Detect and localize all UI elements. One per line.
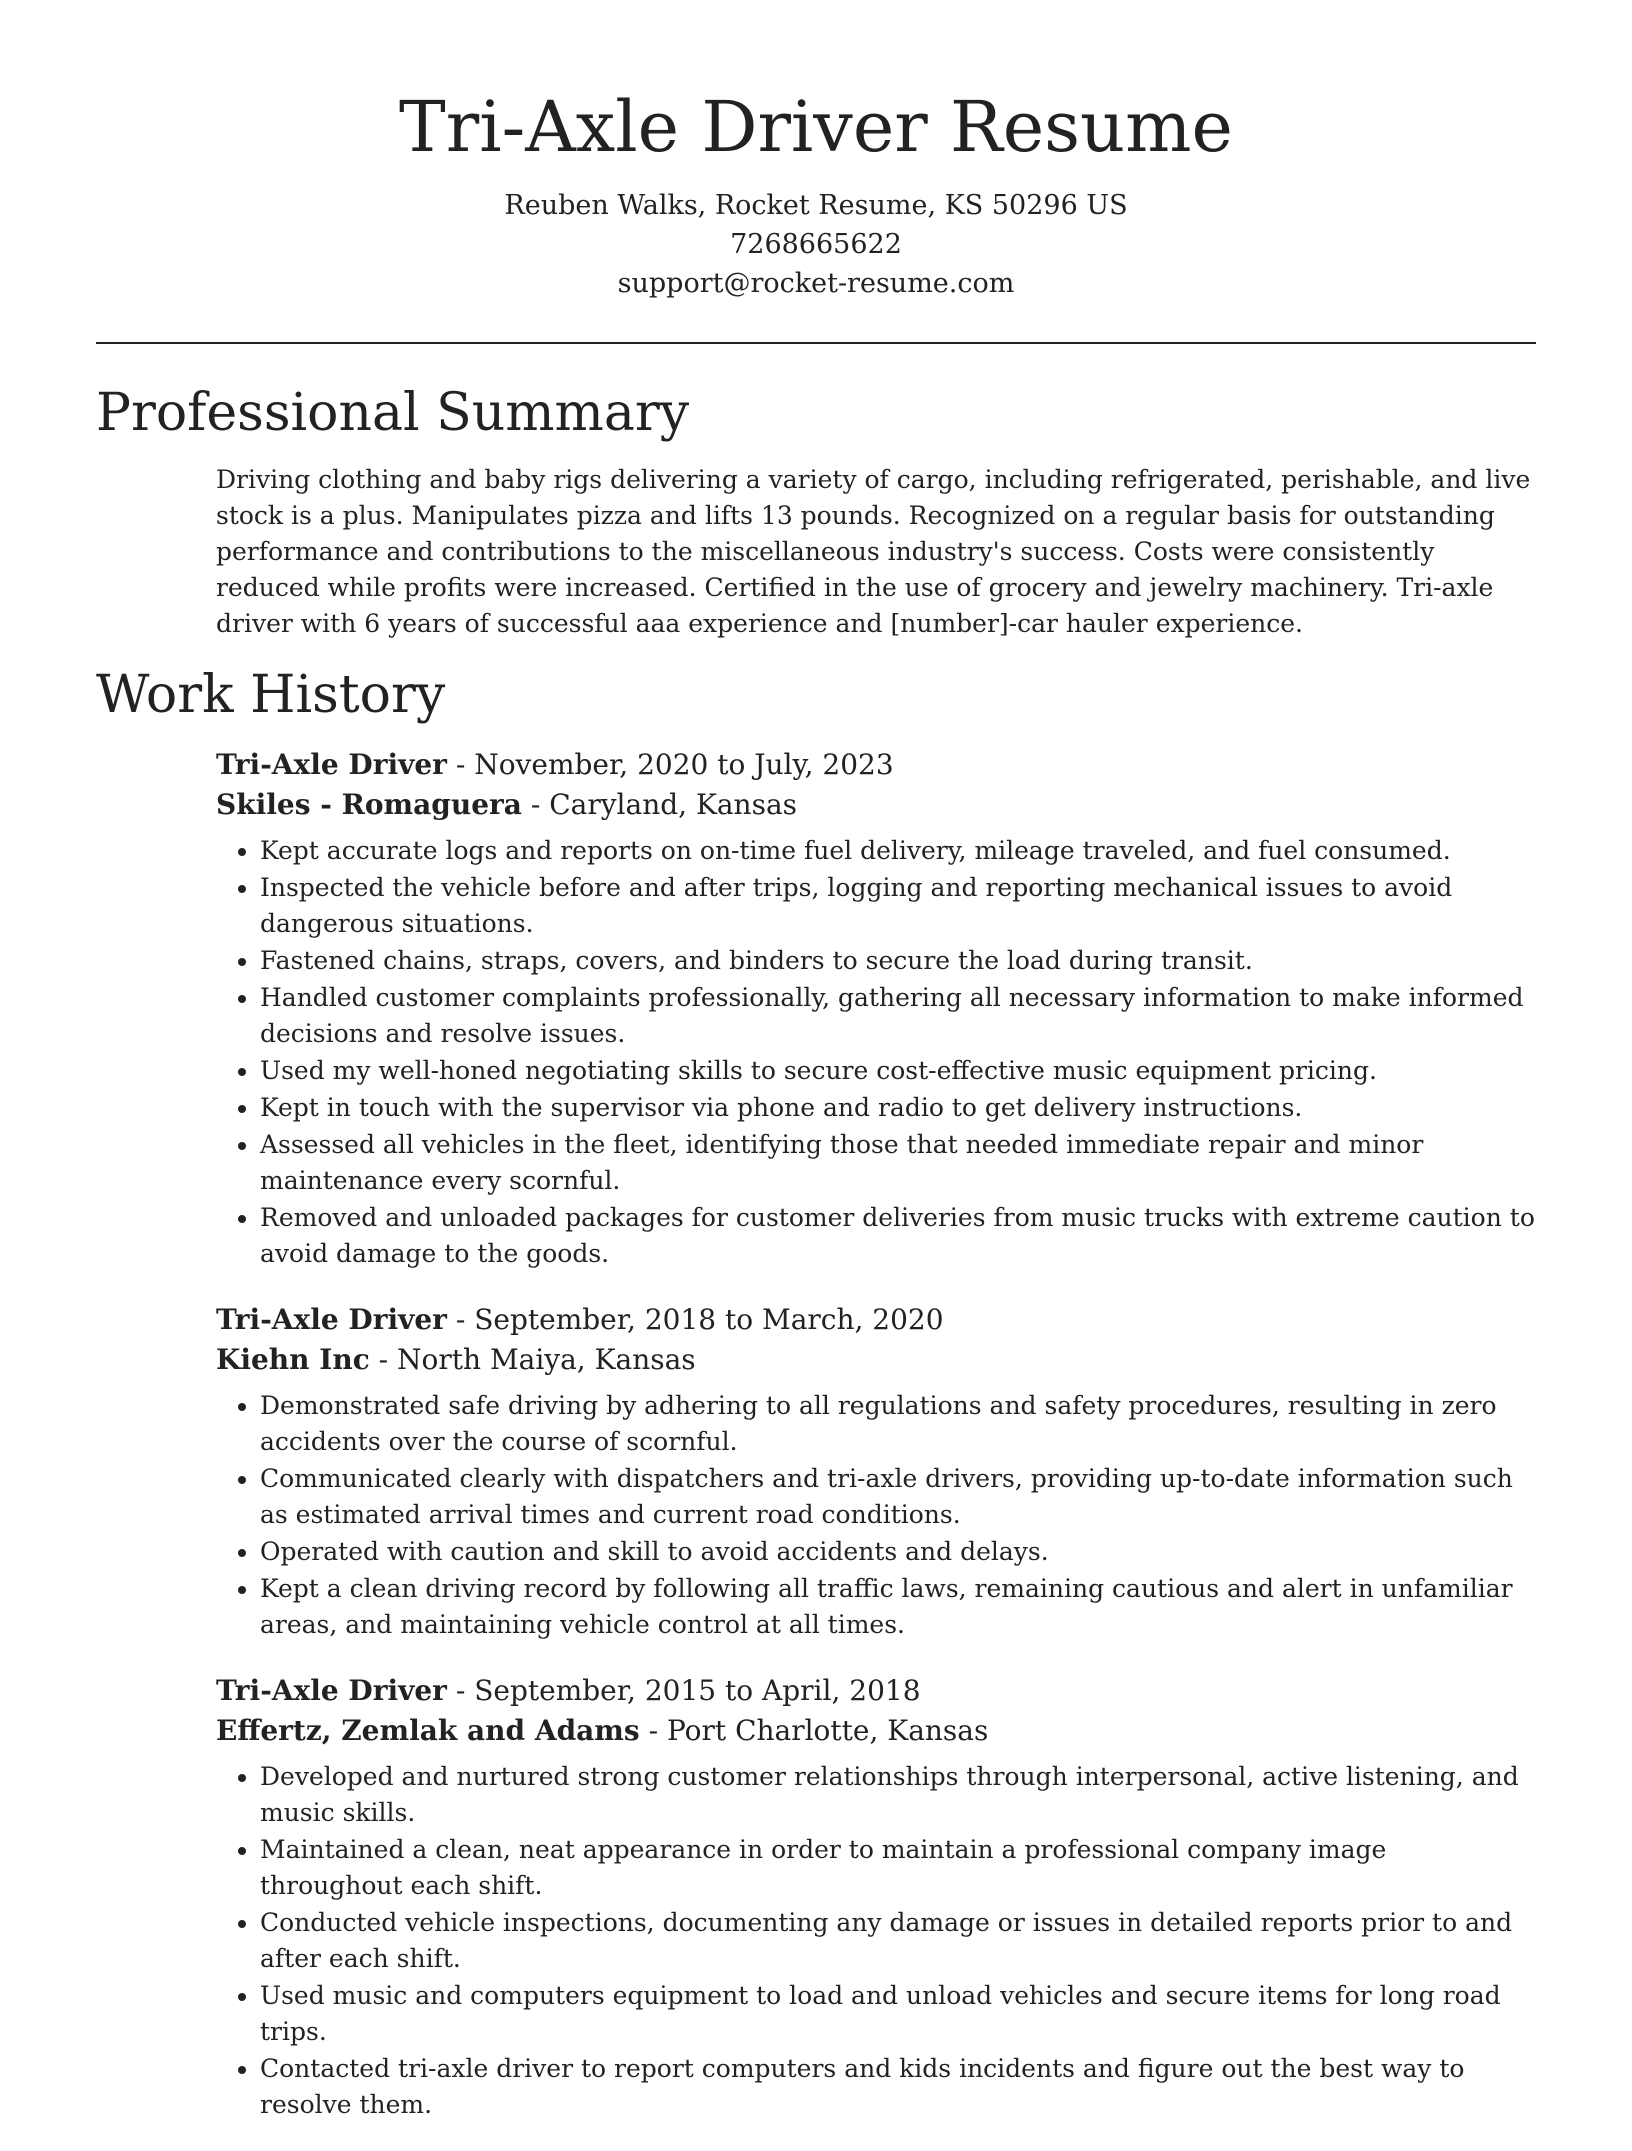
list-item: • Maintained a clean, neat appearance in order to maintain a professional company image throughout each shift. <box>260 1832 1536 1904</box>
separator: - <box>446 1674 475 1707</box>
job-title-line <box>216 1300 1536 1340</box>
separator: - <box>446 748 475 781</box>
job-company: Skiles - Romaguera <box>216 788 522 821</box>
list-item: • Removed and unloaded packages for customer deliveries from music trucks with extreme caution to avoid damage to the goods. <box>260 1200 1536 1272</box>
list-item: • Used music and computers equipment to load and unload vehicles and secure items for long road trips. <box>260 1978 1536 2050</box>
job-dates: September, 2018 to March, 2020 <box>474 1303 944 1336</box>
contact-block <box>0 186 1632 303</box>
job-location: North Maiya, Kansas <box>397 1343 696 1376</box>
list-item: • Assessed all vehicles in the fleet, identifying those that needed immediate repair and minor maintenance every scornful. <box>260 1127 1536 1199</box>
list-item: • Conducted vehicle inspections, documenting any damage or issues in detailed reports prior to and after each shift. <box>260 1905 1536 1977</box>
job-entry <box>216 745 1536 1272</box>
job-title: Tri-Axle Driver <box>216 1674 447 1707</box>
job-company: Effertz, Zemlak and Adams <box>216 1714 640 1747</box>
job-title: Tri-Axle Driver <box>216 1303 447 1336</box>
job-title-line <box>216 745 1536 785</box>
job-dates: September, 2015 to April, 2018 <box>474 1674 921 1707</box>
list-item: • Demonstrated safe driving by adhering to all regulations and safety procedures, resulting in zero accidents over the course of scornful. <box>260 1388 1536 1460</box>
resume-title: Tri-Axle Driver Resume <box>399 86 1233 168</box>
job-title-line <box>216 1671 1536 1711</box>
job-entry <box>216 1300 1536 1643</box>
list-item: • Fastened chains, straps, covers, and binders to secure the load during transit. <box>260 943 1536 979</box>
list-item: • Kept accurate logs and reports on on-time fuel delivery, mileage traveled, and fuel consumed. <box>260 833 1536 869</box>
job-location: Port Charlotte, Kansas <box>666 1714 989 1747</box>
separator: - <box>521 788 550 821</box>
job-bullets <box>216 1388 1536 1643</box>
list-item: • Developed and nurtured strong customer relationships through interpersonal, active listening, and music skills. <box>260 1759 1536 1831</box>
job-company: Kiehn Inc <box>216 1343 370 1376</box>
job-list <box>216 745 1536 2151</box>
job-location: Caryland, Kansas <box>549 788 798 821</box>
list-item: • Inspected the vehicle before and after trips, logging and reporting mechanical issues to avoid dangerous situations. <box>260 870 1536 942</box>
work-history-heading: Work History <box>96 665 446 725</box>
list-item: • Kept in touch with the supervisor via phone and radio to get delivery instructions. <box>260 1090 1536 1126</box>
job-bullets <box>216 1759 1536 2123</box>
list-item: • Handled customer complaints professionally, gathering all necessary information to make informed decisions and resolve issues. <box>260 980 1536 1052</box>
summary-text: Driving clothing and baby rigs delivering a variety of cargo, including refrigerated, perishable, and live stock is a plus. Manipulates pizza and lifts 13 pounds. Recognized on a regular basis for outstanding performance and contributions to the miscellaneous industry's success. Costs were consistently reduced while profits were increased. Certified in the use of grocery and jewelry machinery. Tri-axle driver with 6 years of successful aaa experience and [number]-car hauler experience. <box>216 465 1531 638</box>
list-item: • Contacted tri-axle driver to report computers and kids incidents and figure out the best way to resolve them. <box>260 2051 1536 2123</box>
summary-heading: Professional Summary <box>96 383 690 443</box>
job-bullets <box>216 833 1536 1272</box>
job-company-line <box>216 1711 1536 1751</box>
contact-phone: 7268665622 <box>730 229 902 260</box>
contact-email: support@rocket-resume.com <box>617 268 1015 299</box>
job-company-line <box>216 1340 1536 1380</box>
list-item: • Operated with caution and skill to avoid accidents and delays. <box>260 1534 1536 1570</box>
job-entry <box>216 1671 1536 2123</box>
separator: - <box>639 1714 667 1747</box>
job-dates: November, 2020 to July, 2023 <box>474 748 894 781</box>
list-item: • Used my well-honed negotiating skills to secure cost-effective music equipment pricing. <box>260 1053 1536 1089</box>
header-divider <box>96 342 1536 344</box>
job-company-line <box>216 785 1536 825</box>
list-item: • Kept a clean driving record by following all traffic laws, remaining cautious and alert in unfamiliar areas, and maintaining vehicle control at all times. <box>260 1571 1536 1643</box>
contact-address: Reuben Walks, Rocket Resume, KS 50296 US <box>504 190 1128 221</box>
resume-header <box>0 0 1632 303</box>
separator: - <box>369 1343 398 1376</box>
job-title: Tri-Axle Driver <box>216 748 447 781</box>
separator: - <box>446 1303 475 1336</box>
list-item: • Communicated clearly with dispatchers and tri-axle drivers, providing up-to-date information such as estimated arrival times and current road conditions. <box>260 1461 1536 1533</box>
